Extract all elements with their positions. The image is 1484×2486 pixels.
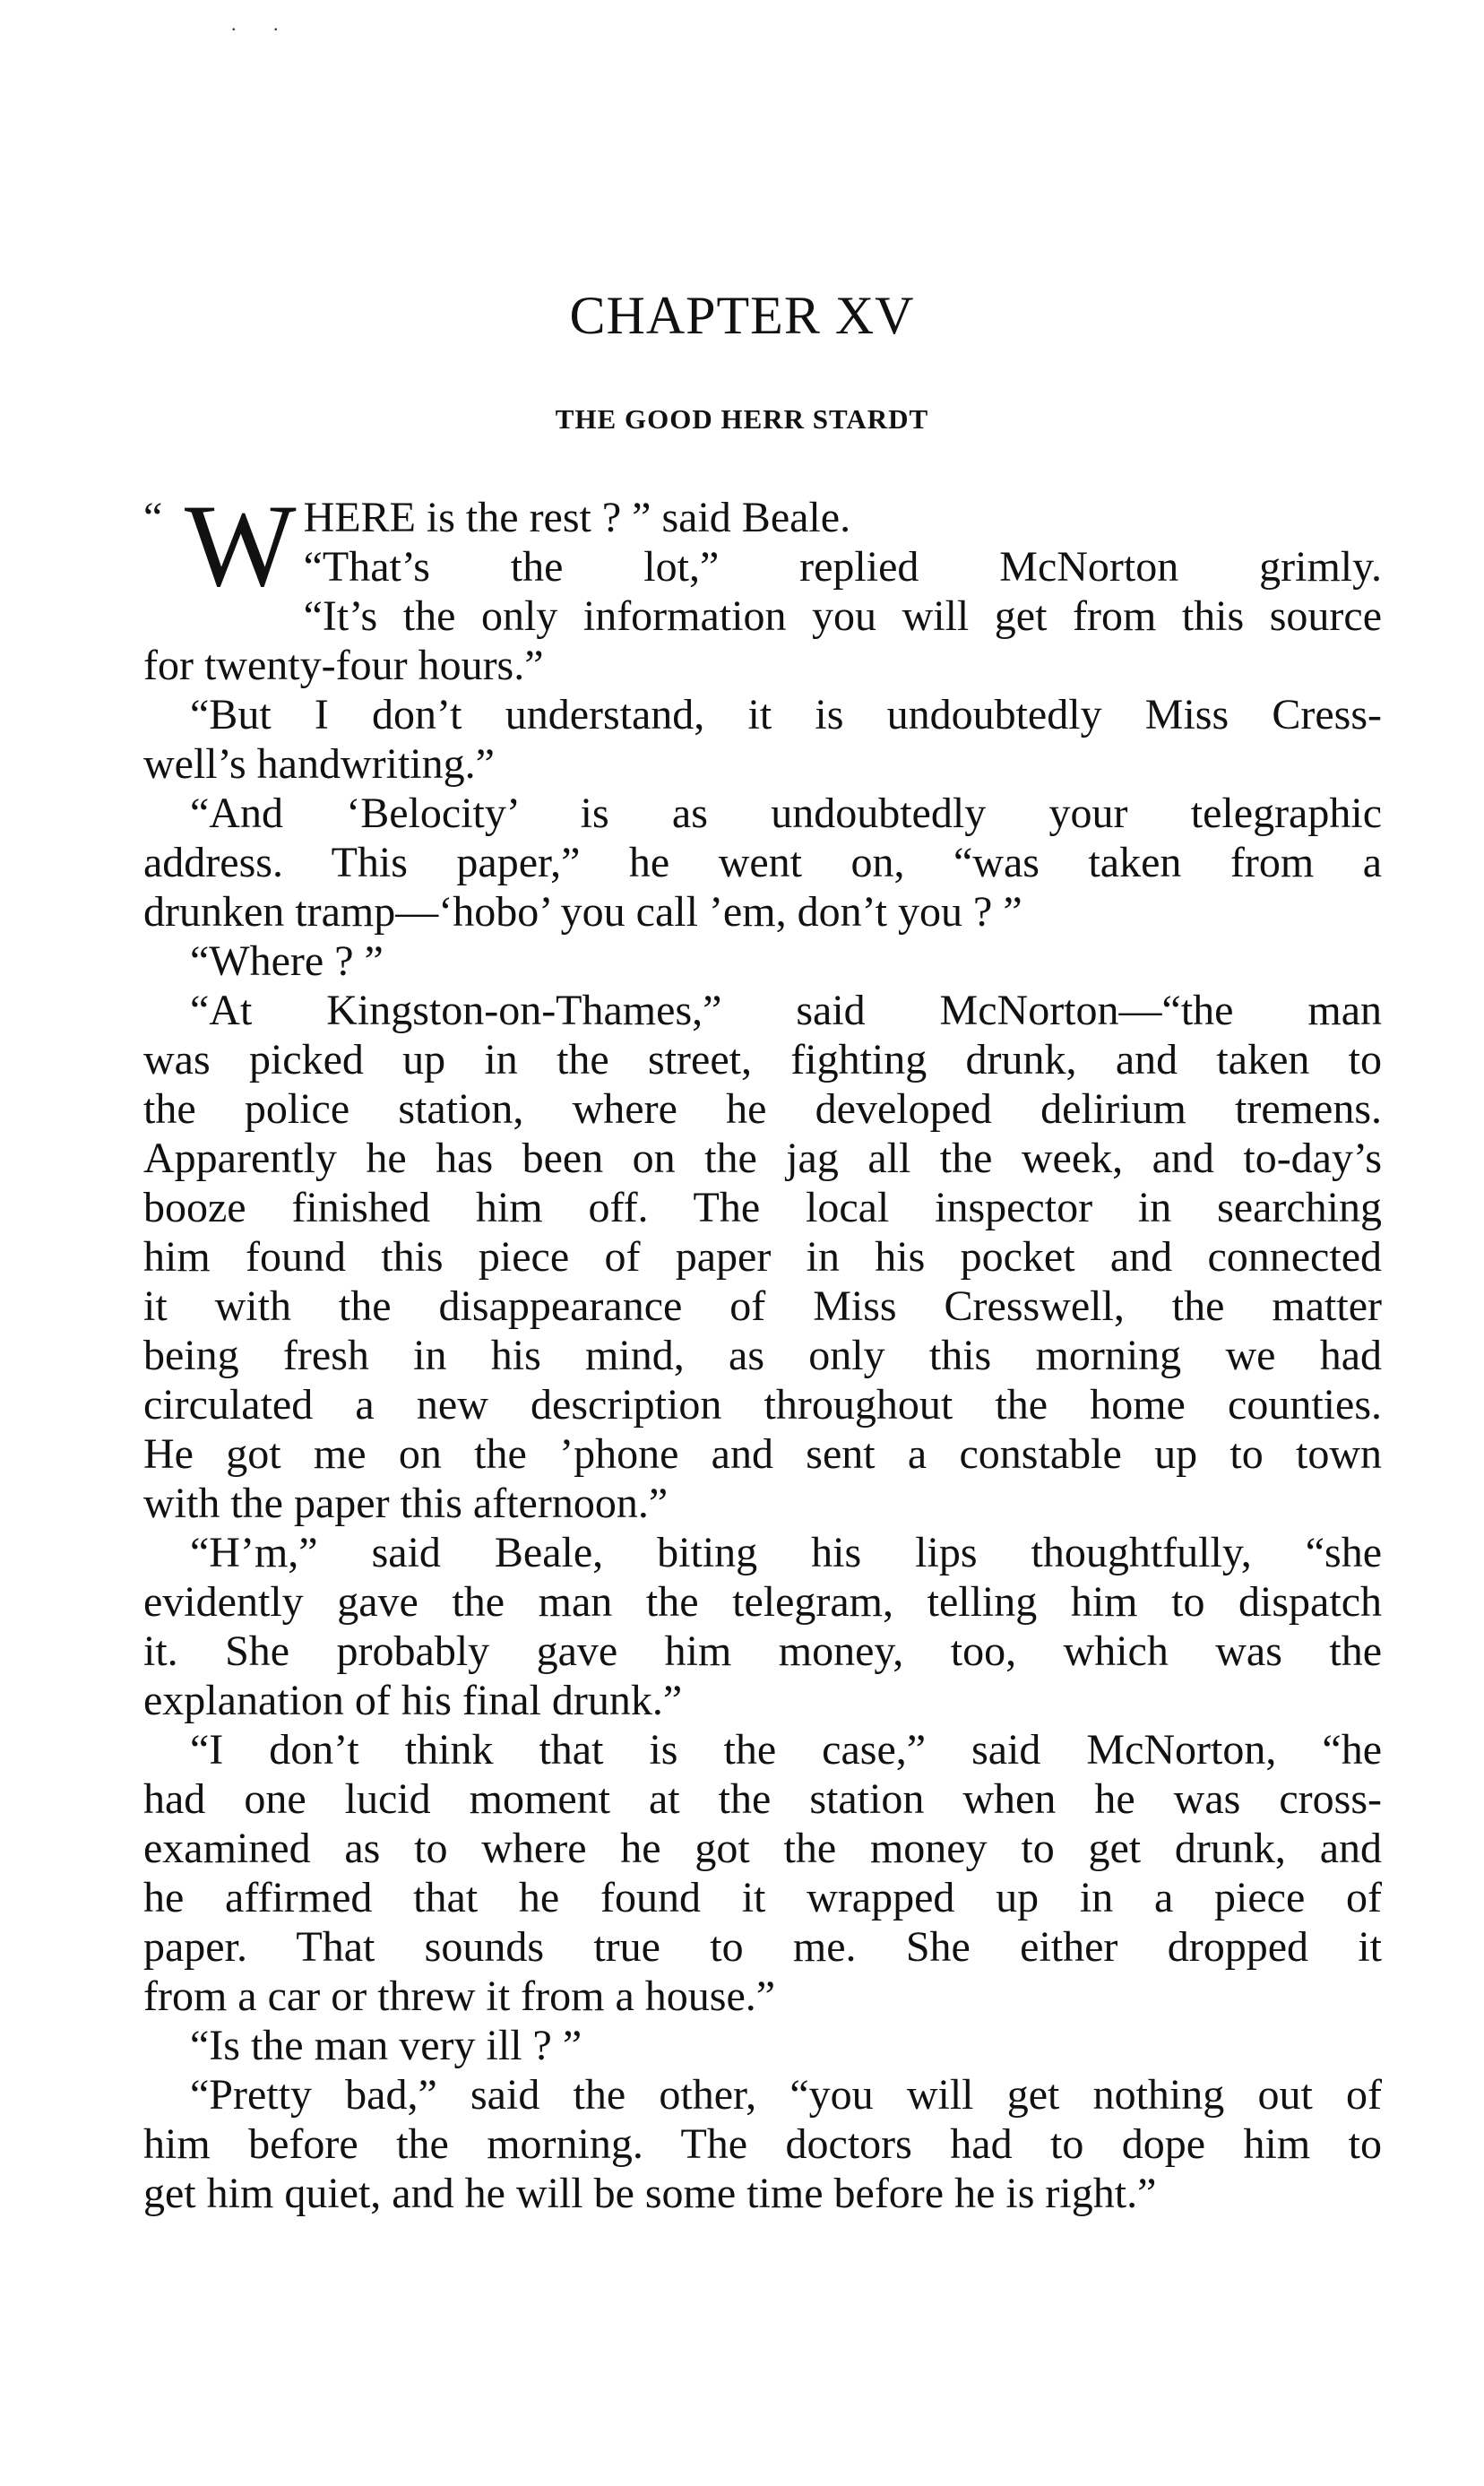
drop-cap: W [185,479,297,611]
opening-line-1: HERE is the rest ? ” said Beale. [303,494,851,541]
opening-line-2: “That’s the lot,” replied McNorton grimly. [303,543,1382,591]
text-line: “H’m,” said Beale, biting his lips thoughtfully, “she [190,1529,1382,1576]
text-line: it with the disappearance of Miss Cresswell, the matter [143,1282,1382,1330]
text-line: was picked up in the street, fighting drunk, and taken to [143,1036,1382,1083]
text-line: Apparently he has been on the jag all the week, and to-day’s [143,1135,1382,1182]
text-line: from a car or threw it from a house.” [143,1972,776,2020]
text-line: booze finished him off. The local inspector in searching [143,1184,1382,1231]
text-line: the police station, where he developed delirium tremens. [143,1085,1382,1133]
text-line: address. This paper,” he went on, “was taken from a [143,839,1382,886]
text-line: examined as to where he got the money to get drunk, and [143,1825,1382,1872]
body-lines [143,591,1382,2218]
text-line: for twenty-four hours.” [143,642,544,689]
text-line: get him quiet, and he will be some time before he is right.” [143,2170,1157,2217]
text-line: him found this piece of paper in his pocket and connected [143,1233,1382,1281]
text-line: “Pretty bad,” said the other, “you will get nothing out of [190,2071,1382,2119]
text-line: explanation of his final drunk.” [143,1677,683,1724]
chapter-subtitle: THE GOOD HERR STARDT [555,403,929,435]
text-line: he affirmed that he found it wrapped up in a piece of [143,1874,1382,1921]
text-line: “I don’t think that is the case,” said McNorton, “he [190,1726,1382,1774]
text-line: being fresh in his mind, as only this morning we had [143,1332,1382,1379]
text-line: with the paper this afternoon.” [143,1480,669,1527]
text-line: “And ‘Belocity’ is as undoubtedly your telegraphic [190,790,1382,837]
text-line: “Where ? ” [190,937,384,985]
text-line: He got me on the ’phone and sent a constable up to town [143,1430,1382,1478]
opening-paragraph [143,479,1382,611]
chapter-title: CHAPTER XV [569,286,915,345]
page-specks: . . [231,13,295,35]
text-line: “At Kingston-on-Thames,” said McNorton—“the man [190,987,1382,1034]
text-line: “Is the man very ill ? ” [190,2022,582,2069]
opening-quote: “ [143,494,163,541]
text-line: evidently gave the man the telegram, telling him to dispatch [143,1578,1382,1626]
text-line: well’s handwriting.” [143,740,495,788]
text-line: it. She probably gave him money, too, which was the [143,1627,1382,1675]
chapter-body [143,479,1382,2218]
text-line: paper. That sounds true to me. She either dropped it [143,1923,1382,1971]
text-line: circulated a new description throughout the home counties. [143,1381,1382,1429]
text-line: “But I don’t understand, it is undoubtedly Miss Cress- [190,691,1382,738]
text-line: him before the morning. The doctors had to dope him to [143,2120,1382,2168]
text-line: had one lucid moment at the station when he was cross- [143,1775,1382,1823]
text-line: “It’s the only information you will get from this source [303,592,1382,640]
text-line: drunken tramp—‘hobo’ you call ’em, don’t you ? ” [143,888,1022,936]
